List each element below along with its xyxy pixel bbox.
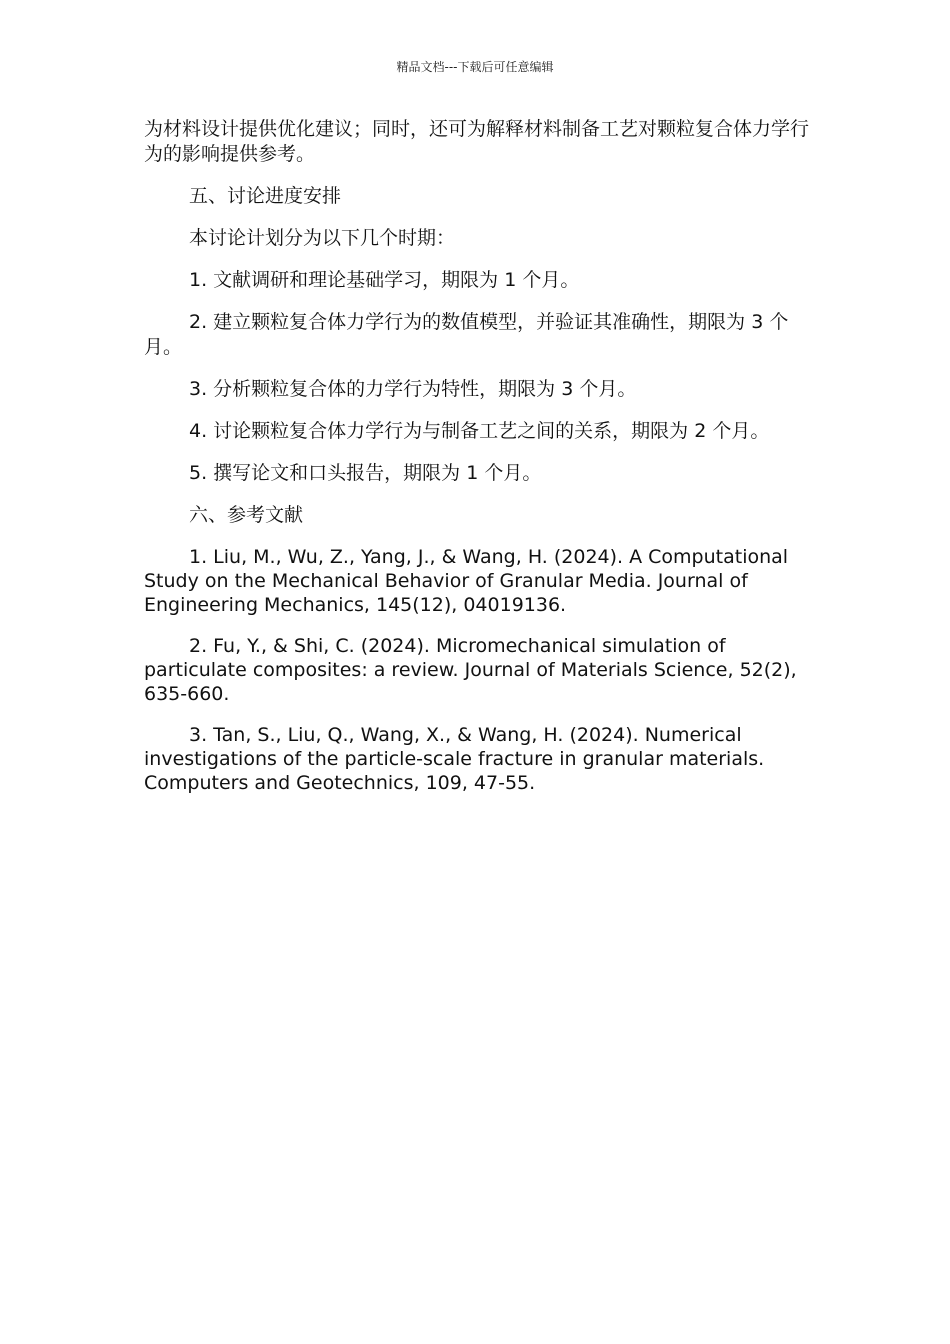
section-heading-references: 六、参考文献 (189, 504, 304, 526)
paragraph-schedule-intro: 本讨论计划分为以下几个时期： (189, 227, 456, 249)
schedule-item: 2. 建立颗粒复合体力学行为的数值模型，并验证其准确性，期限为 3 个月。 (144, 311, 789, 358)
schedule-item: 4. 讨论颗粒复合体力学行为与制备工艺之间的关系，期限为 2 个月。 (189, 420, 770, 442)
section-heading-schedule: 五、讨论进度安排 (189, 185, 342, 207)
paragraph-continuation: 为材料设计提供优化建议；同时，还可为解释材料制备工艺对颗粒复合体力学行为的影响提供参考。 (144, 118, 810, 165)
schedule-item: 1. 文献调研和理论基础学习，期限为 1 个月。 (189, 269, 580, 291)
schedule-item: 5. 撰写论文和口头报告，期限为 1 个月。 (189, 462, 542, 484)
reference-item: 3. Tan, S., Liu, Q., Wang, X., & Wang, H. (2024). Numerical investigations of the particle-scale fracture in granular materials. Computers and Geotechnics, 109, 47-55. (144, 724, 765, 794)
reference-item: 1. Liu, M., Wu, Z., Yang, J., & Wang, H. (2024). A Computational Study on the Mechanical Behavior of Granular Media. Journal of Engineering Mechanics, 145(12), 04019136. (144, 546, 789, 616)
reference-item: 2. Fu, Y., & Shi, C. (2024). Micromechanical simulation of particulate composites: a review. Journal of Materials Science, 52(2), 635-660. (144, 635, 797, 705)
schedule-item: 3. 分析颗粒复合体的力学行为特性，期限为 3 个月。 (189, 378, 637, 400)
document-body (144, 117, 810, 812)
page-header: 精品文档---下载后可任意编辑 (396, 60, 554, 74)
